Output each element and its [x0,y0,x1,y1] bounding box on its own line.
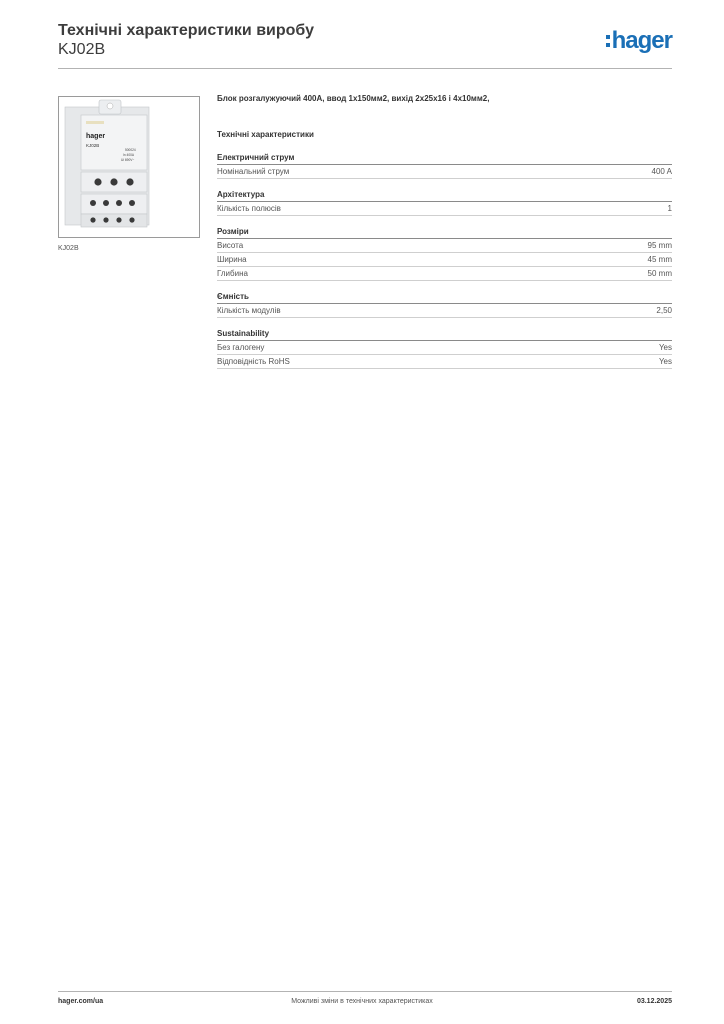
spec-row [217,202,672,216]
spec-label: Ширина [217,255,247,264]
product-image [58,96,200,238]
spec-area [217,92,672,369]
device-model-text: KJ02B [86,143,100,148]
device-rating-line-2: In 400A [123,153,134,157]
spec-row [217,239,672,253]
spec-label: Висота [217,241,244,250]
spec-label: Номінальний струм [217,167,290,176]
spec-row [217,341,672,355]
spec-row [217,165,672,179]
footer-notice: Можливі зміни в технічних характеристиках [291,998,433,1005]
spec-label: Відповідність RoHS [217,357,290,366]
hager-logo [606,26,672,56]
header-divider [58,68,672,69]
section-title: Ємність [217,291,672,304]
device-rating-line-1: 500024 [125,148,136,152]
logo-dots-icon [606,35,610,47]
spec-value: 95 mm [647,241,672,250]
spec-value: 50 mm [647,269,672,278]
section-title: Sustainability [217,328,672,341]
image-caption: KJ02B [58,245,79,252]
logo-text: hager [611,27,672,54]
spec-value: Yes [658,343,672,352]
section-title: Архітектура [217,189,672,202]
spec-value: 2,50 [656,306,672,315]
spec-label: Кількість модулів [217,306,281,315]
spec-row [217,267,672,281]
spec-label: Без галогену [217,343,265,352]
spec-value: Yes [658,357,672,366]
page-title: Технічні характеристики виробу [58,22,314,39]
product-description: Блок розгалужуючий 400А, ввод 1х150мм2, вихід 2х25х16 і 4х10мм2, [217,94,490,103]
spec-heading: Технічні характеристики [217,130,314,139]
footer-date: 03.12.2025 [636,998,672,1005]
spec-value: 400 A [651,167,672,176]
spec-row [217,253,672,267]
section-title: Електричний струм [217,152,672,165]
product-code: KJ02B [58,41,106,58]
spec-label: Кількість полюсів [217,204,281,213]
spec-section-capacity [217,291,672,318]
spec-label: Глибина [217,269,248,278]
spec-row [217,355,672,369]
distribution-block-illustration [59,97,199,237]
spec-section-dimensions [217,226,672,281]
footer-website-link[interactable]: hager.com/ua [58,998,104,1005]
page-header [58,20,672,70]
spec-section-electric [217,152,672,179]
spec-value: 1 [667,204,672,213]
spec-row [217,304,672,318]
section-title: Розміри [217,226,672,239]
spec-value: 45 mm [647,255,672,264]
footer-divider [58,991,672,992]
spec-section-architecture [217,189,672,216]
spec-section-sustainability [217,328,672,369]
device-rating-line-3: Ui 690V~ [121,158,135,162]
device-logo-text: hager [86,133,106,140]
